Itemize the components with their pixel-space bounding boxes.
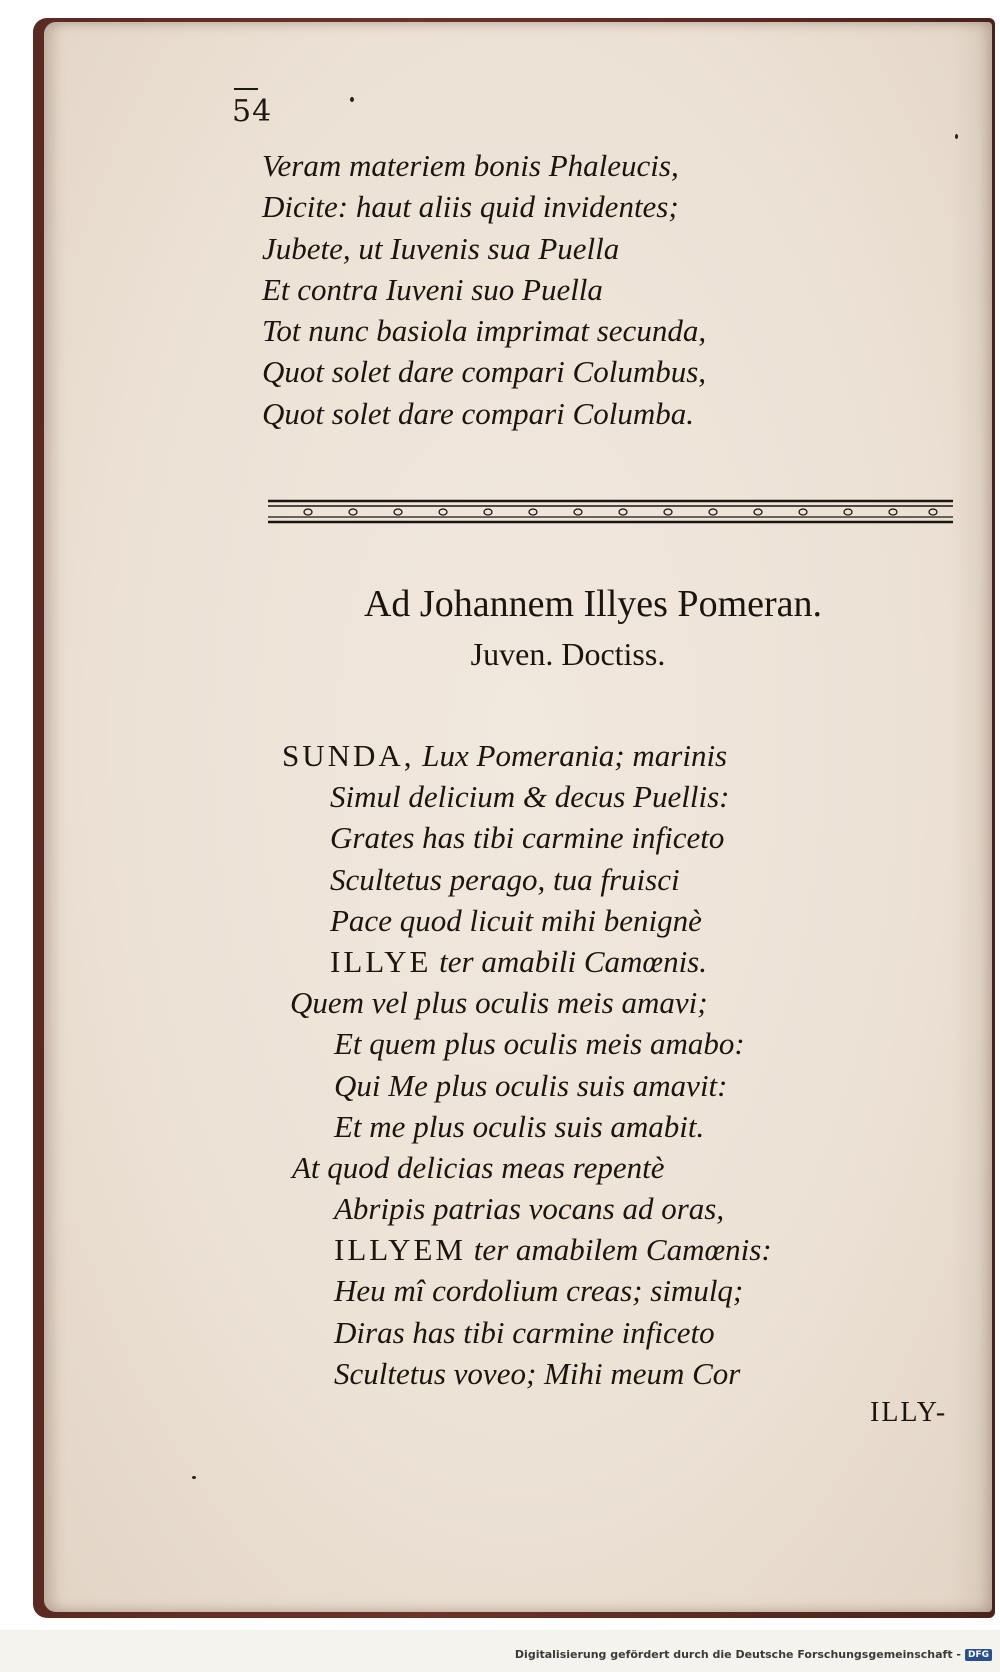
name-illyem: ILLYEM: [334, 1232, 466, 1268]
poem-title: Ad Johannem Illyes Pomeran.: [363, 583, 823, 625]
verse-line: Tot nunc basiola imprimat secunda,: [262, 313, 707, 349]
verse-line: Grates has tibi carmine inficeto: [330, 820, 725, 856]
credit-text: Digitalisierung gefördert durch die Deutsche Forschungsgemeinschaft -: [514, 1648, 961, 1661]
verse-line: Qui Me plus oculis suis amavit:: [334, 1067, 728, 1103]
verse-line: Jubete, ut Iuvenis sua Puella: [262, 230, 620, 266]
verse-line: Et quem plus oculis meis amabo:: [334, 1026, 745, 1062]
poem-ending: [262, 145, 706, 434]
page-shadow: [952, 22, 992, 1612]
ink-speck: [350, 97, 354, 102]
dfg-logo: DFG: [965, 1649, 992, 1661]
verse-text: ter amabili Camœnis.: [431, 943, 708, 979]
verse-line-illye: [282, 941, 772, 982]
ink-speck: [192, 1476, 196, 1479]
ornamental-rule: [268, 497, 953, 527]
verse-line: Quot solet dare compari Columba.: [262, 395, 694, 431]
verse-line: Et me plus oculis suis amabit.: [334, 1108, 705, 1144]
page-number: 54: [232, 94, 273, 129]
catchword: ILLY-: [870, 1397, 948, 1428]
verse-line: Simul delicium & decus Puellis:: [330, 779, 730, 815]
verse-line: Pace quod licuit mihi benignè: [330, 902, 702, 938]
verse-line: Scultetus perago, tua fruisci: [330, 861, 680, 897]
verse-line-illyem: [282, 1229, 772, 1270]
verse-text: ter amabilem Camœnis:: [465, 1232, 772, 1268]
opening-line-text: Lux Pomerania; marinis: [414, 738, 728, 773]
verse-line: Et contra Iuveni suo Puella: [262, 271, 603, 307]
verse-line: Abripis patrias vocans ad oras,: [334, 1191, 725, 1227]
poem-body: [282, 735, 772, 1394]
verse-line-opening: [282, 735, 772, 776]
verse-line: Quot solet dare compari Columbus,: [262, 354, 707, 390]
verse-line: Diras has tibi carmine inficeto: [334, 1314, 715, 1350]
verse-line: At quod delicias meas repentè: [292, 1149, 665, 1185]
opening-word: SUNDA,: [282, 738, 415, 773]
verse-line: Veram materiem bonis Phaleucis,: [262, 148, 679, 183]
digitization-credit: [515, 1648, 992, 1661]
verse-line: Quem vel plus oculis meis amavi;: [290, 985, 708, 1021]
poem-subtitle: Juven. Doctiss.: [470, 636, 666, 672]
verse-line: Dicite: haut aliis quid invidentes;: [262, 189, 679, 225]
ink-speck: [955, 134, 958, 139]
verse-line: Scultetus voveo; Mihi meum Cor: [334, 1355, 741, 1391]
name-illye: ILLYE: [330, 943, 432, 979]
verse-line: Heu mî cordolium creas; simulq;: [334, 1273, 744, 1309]
